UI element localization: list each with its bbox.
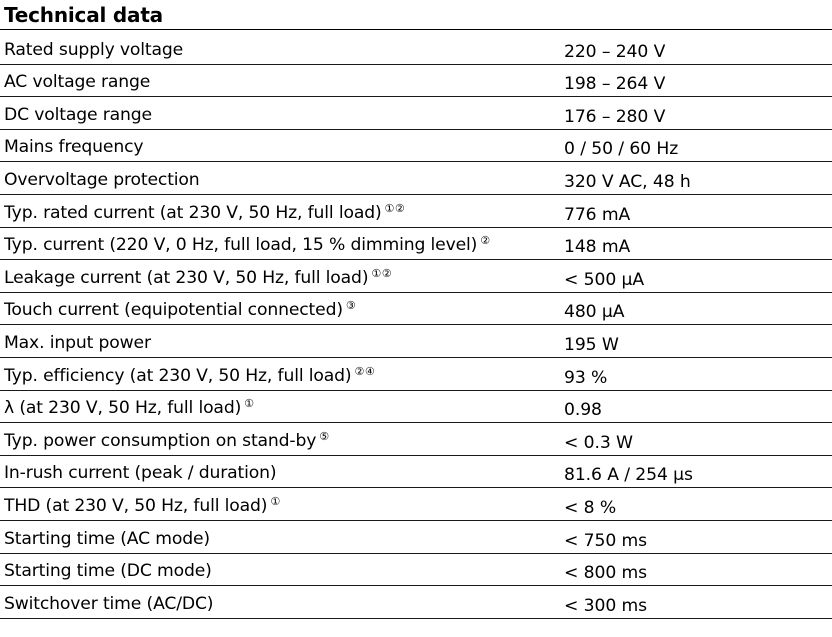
spec-parameter bbox=[4, 495, 281, 516]
footnote-marker: ⑤ bbox=[319, 429, 330, 443]
spec-parameter-label: Rated supply voltage bbox=[4, 39, 184, 60]
footnote-marker: ② bbox=[480, 234, 491, 248]
spec-value: < 800 ms bbox=[564, 563, 648, 584]
footnote-marker: ① bbox=[244, 397, 255, 411]
section-title: Technical data bbox=[4, 3, 163, 27]
spec-parameter bbox=[4, 529, 210, 549]
spec-row bbox=[0, 32, 832, 65]
spec-parameter-label: Starting time (AC mode) bbox=[4, 528, 210, 549]
spec-parameter-label: AC voltage range bbox=[4, 72, 151, 93]
spec-parameter bbox=[4, 594, 213, 614]
spec-row bbox=[0, 456, 832, 489]
spec-row bbox=[0, 130, 832, 163]
footnote-marker: ②④ bbox=[354, 364, 376, 378]
spec-row bbox=[0, 195, 832, 228]
footnote-marker: ① bbox=[270, 494, 281, 508]
spec-value: 320 V AC, 48 h bbox=[564, 171, 691, 192]
spec-parameter bbox=[4, 333, 151, 353]
spec-row bbox=[0, 358, 832, 391]
spec-parameter bbox=[4, 299, 356, 320]
spec-parameter-label: Typ. current (220 V, 0 Hz, full load, 15 % dimming level) bbox=[4, 235, 478, 256]
spec-value: 480 µA bbox=[564, 302, 625, 323]
spec-parameter bbox=[4, 105, 152, 125]
spec-row bbox=[0, 162, 832, 195]
spec-value: 0.98 bbox=[564, 400, 602, 421]
spec-row bbox=[0, 554, 832, 587]
spec-parameter-label: Leakage current (at 230 V, 50 Hz, full load) bbox=[4, 267, 369, 288]
spec-value: < 500 µA bbox=[564, 269, 645, 290]
spec-parameter bbox=[4, 365, 375, 386]
spec-parameter bbox=[4, 430, 330, 451]
spec-parameter bbox=[4, 397, 255, 418]
spec-parameter-label: Typ. efficiency (at 230 V, 50 Hz, full load) bbox=[4, 365, 352, 386]
spec-parameter-label: λ (at 230 V, 50 Hz, full load) bbox=[4, 398, 242, 419]
footnote-marker: ③ bbox=[345, 299, 357, 313]
spec-row bbox=[0, 488, 832, 521]
spec-parameter-label: In-rush current (peak / duration) bbox=[4, 463, 277, 484]
spec-value: 220 – 240 V bbox=[564, 41, 666, 62]
spec-parameter-label: Switchover time (AC/DC) bbox=[4, 593, 214, 614]
spec-parameter bbox=[4, 561, 212, 581]
spec-parameter bbox=[4, 137, 143, 157]
spec-parameter-label: Typ. power consumption on stand-by bbox=[4, 430, 317, 451]
spec-value: < 750 ms bbox=[564, 530, 648, 551]
spec-value: 148 mA bbox=[564, 237, 631, 258]
spec-parameter-label: Starting time (DC mode) bbox=[4, 561, 212, 582]
footnote-marker: ①② bbox=[371, 266, 393, 280]
spec-row bbox=[0, 65, 832, 98]
spec-parameter bbox=[4, 463, 276, 483]
spec-row bbox=[0, 97, 832, 130]
spec-value: 195 W bbox=[564, 334, 619, 355]
spec-value: 176 – 280 V bbox=[564, 106, 666, 127]
spec-row bbox=[0, 423, 832, 456]
spec-value: 81.6 A / 254 µs bbox=[564, 465, 693, 486]
spec-parameter-label: Mains frequency bbox=[4, 137, 144, 158]
spec-row bbox=[0, 228, 832, 261]
spec-row bbox=[0, 391, 832, 424]
spec-row bbox=[0, 325, 832, 358]
spec-value: 0 / 50 / 60 Hz bbox=[564, 139, 679, 160]
spec-value: 776 mA bbox=[564, 204, 631, 225]
spec-row bbox=[0, 260, 832, 293]
spec-value: 198 – 264 V bbox=[564, 74, 666, 95]
spec-value: < 0.3 W bbox=[564, 432, 633, 453]
spec-parameter bbox=[4, 267, 392, 288]
spec-row bbox=[0, 521, 832, 554]
spec-parameter-label: Overvoltage protection bbox=[4, 169, 200, 190]
spec-value: 93 % bbox=[564, 367, 608, 388]
spec-parameter-label: Touch current (equipotential connected) bbox=[4, 300, 343, 321]
spec-parameter-label: DC voltage range bbox=[4, 104, 152, 125]
spec-parameter-label: Max. input power bbox=[4, 332, 151, 353]
spec-parameter bbox=[4, 40, 183, 60]
spec-value: < 8 % bbox=[564, 497, 617, 518]
spec-parameter-label: THD (at 230 V, 50 Hz, full load) bbox=[4, 495, 268, 516]
spec-value: < 300 ms bbox=[564, 595, 648, 616]
spec-parameter-label: Typ. rated current (at 230 V, 50 Hz, full load) bbox=[4, 202, 382, 223]
spec-parameter bbox=[4, 170, 200, 190]
title-divider bbox=[0, 29, 832, 30]
spec-row bbox=[0, 293, 832, 326]
spec-parameter bbox=[4, 202, 405, 223]
footnote-marker: ①② bbox=[384, 201, 406, 215]
spec-parameter bbox=[4, 72, 150, 92]
spec-parameter bbox=[4, 234, 491, 255]
spec-row bbox=[0, 586, 832, 619]
spec-table bbox=[0, 32, 832, 619]
